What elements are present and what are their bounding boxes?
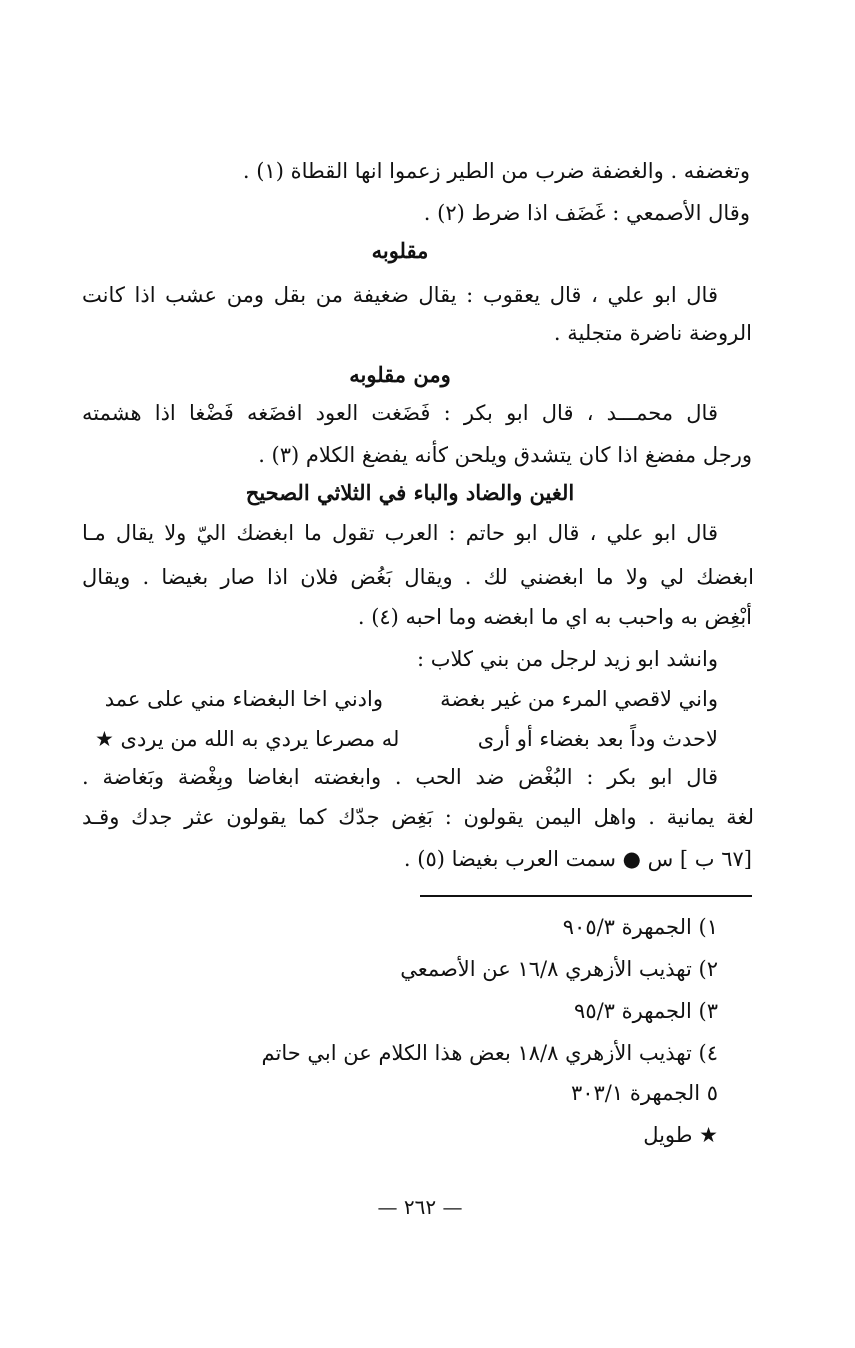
footnote-meter: ★ طويل [643,1123,718,1147]
footnote-divider [420,895,752,897]
poem-verse-1 [100,684,718,714]
body-line-13: وانشد ابو زيد لرجل من بني كلاب : [416,647,718,671]
body-line-10: قال ابو علي ، قال ابو حاتم : العرب تقول ما ابغضك اليّ ولا يقال مـا [82,521,718,545]
section-heading-ghain-dad-ba: الغين والضاد والباء في الثلاثي الصحيح [245,480,575,505]
page-number: — ٢٦٢ — [377,1195,463,1219]
footnote-3: ٣) الجمهرة ٩٥/٣ [574,999,718,1023]
body-line-14: قال ابو بكر : البُغْض ضد الحب . وابغضته ابغاضا وبِغْضة وبَغاضة . [82,765,718,789]
poem-verse-2-second-hemistich: له مصرعا يردي به الله من يردى ★ [95,727,400,751]
poem-verse-2-first-hemistich: لاحدث وداً بعد بغضاء أو أرى [477,727,718,751]
body-line-16: [٦٧ ب ] س ● سمت العرب بغيضا (٥) . [403,847,752,871]
footnote-4: ٤) تهذيب الأزهري ١٨/٨ بعض هذا الكلام عن ابي حاتم [261,1041,718,1065]
body-line-11: ابغضك لي ولا ما ابغضني لك . ويقال بَغُض فلان اذا صار بغيضا . ويقال [82,565,754,589]
body-line-7: قال محمـــد ، قال ابو بكر : فَضَغت العود افضَغه فَضْغا اذا هشمته [82,401,718,425]
poem-verse-1-second-hemistich: وادني اخا البغضاء مني على عمد [104,687,383,711]
body-line-1: وتغضفه . والغضفة ضرب من الطير زعموا انها القطاة (١) . [242,159,750,183]
footnote-2: ٢) تهذيب الأزهري ١٦/٨ عن الأصمعي [400,957,718,981]
poem-verse-2 [95,724,718,754]
footnote-1: ١) الجمهرة ٩٠٥/٣ [562,915,718,939]
body-line-15: لغة يمانية . واهل اليمن يقولون : بَغِض جدّك كما يقولون عثر جدك وقـد [82,805,754,829]
body-line-12: أبْغِض به واحبب به اي ما ابغضه وما احبه (٤) . [357,605,752,629]
section-heading-wa-min-maqloubuh: ومن مقلوبه [349,362,451,387]
body-line-5: الروضة ناضرة متجلية . [553,321,752,345]
body-line-4: قال ابو علي ، قال يعقوب : يقال ضغيفة من بقل ومن عشب اذا كانت [82,283,718,307]
body-line-2: وقال الأصمعي : غَضَف اذا ضرط (٢) . [423,201,750,225]
body-line-8: ورجل مفضغ اذا كان يتشدق ويلحن كأنه يفضغ الكلام (٣) . [258,443,752,467]
footnote-5: ٥ الجمهرة ٣٠٣/١ [570,1081,718,1105]
section-heading-maqloubuh: مقلوبه [371,238,429,263]
poem-verse-1-first-hemistich: واني لاقصي المرء من غير بغضة [440,687,718,711]
